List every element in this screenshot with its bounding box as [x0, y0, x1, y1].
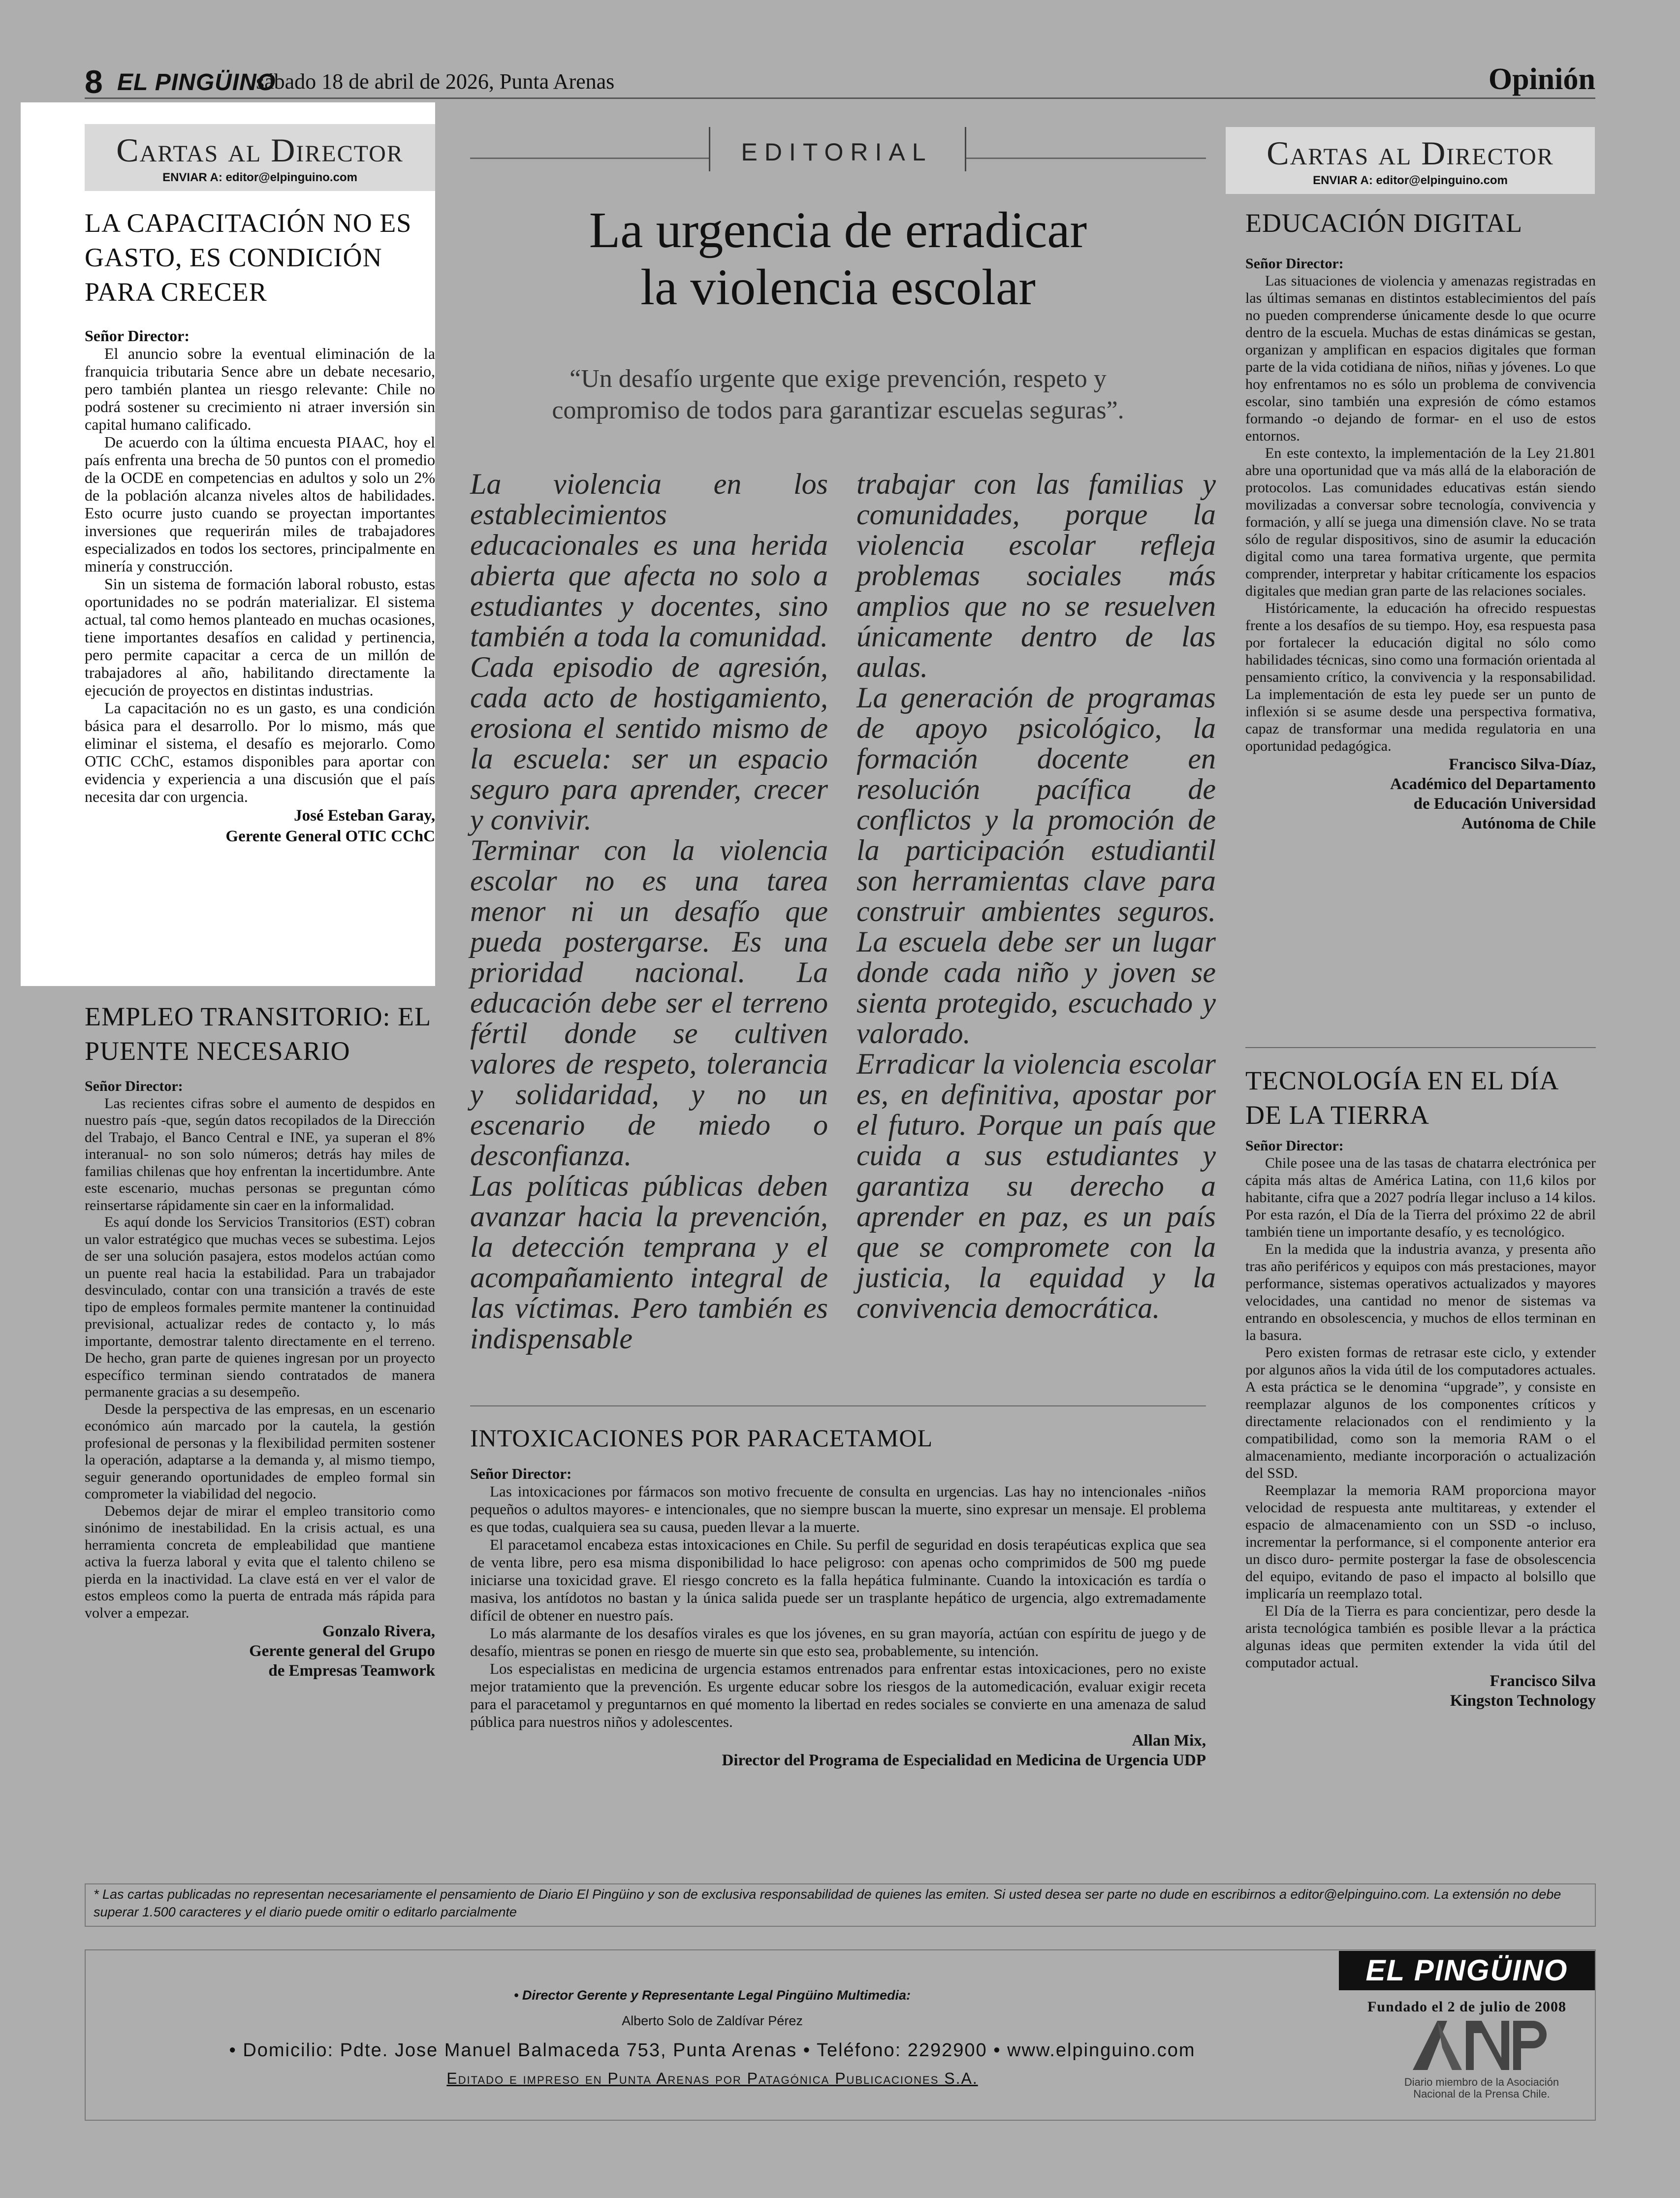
signature-title: Director del Programa de Especialidad en Medicina de Urgencia UDP [722, 1752, 1206, 1769]
editorial-rule-left [470, 158, 709, 159]
signature-title: Kingston Technology [1450, 1692, 1596, 1710]
editorial-paragraph: Erradicar la violencia escolar es, en definitiva, apostar por el futuro. Porque un país que cuida a sus estudiantes y garantiza su derecho a aprender en paz, es un país que se compromete con la justicia, la equidad y la convivencia democrática. [856, 1048, 1216, 1324]
letter-salutation: Señor Director: [470, 1465, 572, 1482]
letter-body [470, 1465, 1206, 1731]
letter-capacitacion [85, 206, 435, 847]
issue-date: sábado 18 de abril de 2026, Punta Arenas [256, 69, 615, 94]
page-number: 8 [85, 64, 103, 100]
letter-paragraph: El Día de la Tierra es para concientizar, pero desde la arista tecnológica también es posible llevar a la práctica algunas ideas que permiten extender la vida útil del computador actual. [1245, 1603, 1596, 1671]
letter-signature [470, 1731, 1206, 1770]
letter-paragraph: Es aquí donde los Servicios Transitorios (EST) cobran un valor estratégico que muchas veces se subestima. Lejos de ser una solución pasajera, estos modelos actúan como un puente real hacia la estabilidad. Para un trabajador desvinculado, contar con una transición a través de este tipo de empleos formales permite mantener la continuidad previsional, actualizar redes de contacto y, lo más importante, demostrar talento directamente en el terreno. De hecho, gran parte de quienes ingresan por un proyecto específico terminan siendo contratados de manera permanente gracias a su desempeño. [85, 1214, 435, 1400]
header-divider [85, 97, 1595, 99]
letter-paragraph: Históricamente, la educación ha ofrecido respuestas frente a los desafíos de su tiempo. Hoy, esa respuesta pasa por fortalecer la educación digital no sólo como habilidades técnicas, sino como una formación orientada al pensamiento crítico, la convivencia y la responsabilidad. La implementación de esta ley puede ser un punto de inflexión si se asume desde una perspectiva formativa, capaz de transformar una medida regulatoria en una oportunidad pedagógica. [1245, 600, 1596, 754]
editorial-title-line: la violencia escolar [640, 259, 1036, 316]
letter-paragraph: Debemos dejar de mirar el empleo transitorio como sinónimo de inestabilidad. En la crisis actual, es una herramienta concreta de empleabilidad que mantiene activa la fuerza laboral y evita que el talento chileno se pierda en la inactividad. La clave está en ver el valor de estos empleos como la puerta de entrada más rápida para volver a empezar. [85, 1502, 435, 1621]
letter-body [85, 1078, 435, 1622]
editorial-column-1 [470, 469, 828, 1354]
letters-header-right [1226, 127, 1595, 194]
letter-body [1245, 255, 1596, 755]
letter-salutation: Señor Director: [1245, 255, 1344, 272]
printer-line: Editado e impreso en Punta Arenas por Patagónica Publicaciones S.A. [446, 2070, 978, 2087]
contact-line: • Domicilio: Pdte. Jose Manuel Balmaceda 753, Punta Arenas • Teléfono: 2292900 • www.elpinguino.com [229, 2040, 1196, 2061]
editorial-paragraph: Terminar con la violencia escolar no es una tarea menor ni un desafío que pueda postergarse. Es una prioridad nacional. La educación debe ser el terreno fértil donde se cultiven valores de respeto, tolerancia y solidaridad, y no un escenario de miedo o desconfianza. [470, 834, 828, 1172]
letter-paragraph: Sin un sistema de formación laboral robusto, estas oportunidades no se podrán materializar. El sistema actual, tal como hemos planteado en muchas ocasiones, tiene importantes desafíos en calidad y pertinencia, pero permite capacitar a cerca de un millón de trabajadores al año, habilitando directamente la ejecución de proyectos en distintas industrias. [85, 575, 435, 699]
editorial-paragraph: La generación de programas de apoyo psicológico, la formación docente en resolución pacífica de conflictos y la promoción de la participación estudiantil son herramientas clave para construir ambientes seguros. La escuela debe ser un lugar donde cada niño y joven se sienta protegido, escuchado y valorado. [856, 681, 1216, 1050]
letter-signature [85, 1622, 435, 1681]
letter-signature [1245, 1671, 1596, 1711]
letter-title: EMPLEO TRANSITORIO: EL PUENTE NECESARIO [85, 1002, 431, 1066]
editorial-label: EDITORIAL [741, 138, 933, 166]
letters-heading: Cartas al Director [1267, 134, 1554, 172]
editorial-title-line: La urgencia de erradicar [589, 202, 1087, 258]
signature-name: Francisco Silva-Díaz, [1449, 756, 1596, 773]
letter-paragraph: Pero existen formas de retrasar este ciclo, y extender por algunos años la vida útil de los computadores actuales. A esta práctica se le denomina “upgrade”, y consiste en reemplazar algunos de los componentes críticos y directamente relacionados con el rendimiento y la compatibilidad, como son la memoria RAM o el almacenamiento, mediante incorporación o actualización del SSD. [1245, 1344, 1596, 1481]
letter-paragraph: Los especialistas en medicina de urgencia estamos entrenados para enfrentar estas intoxicaciones, pero no existe mejor tratamiento que la prevención. Es urgente educar sobre los riesgos de la automedicación, evaluar exigir receta para el paracetamol y preguntarnos en qué momento la libertad en redes sociales se convierte en una amenaza de salud pública para nuestros niños y adolescentes. [470, 1660, 1206, 1730]
letter-signature [85, 805, 435, 847]
letter-title: LA CAPACITACIÓN NO ES GASTO, ES CONDICIÓN PARA CRECER [85, 208, 412, 307]
anp-logo-mark [1408, 2018, 1555, 2072]
letter-paracetamol [470, 1421, 1206, 1770]
signature-title: Académico del Departamento [1390, 775, 1596, 793]
letter-salutation: Señor Director: [85, 327, 190, 345]
editorial-paragraph: Las políticas públicas deben avanzar hacia la prevención, la detección temprana y el acompañamiento integral de las víctimas. Pero también es indispensable [470, 1170, 828, 1355]
section-title: Opinión [1488, 63, 1595, 96]
editorial-rule-tick [965, 127, 966, 171]
letter-paragraph: Chile posee una de las tasas de chatarra electrónica per cápita más altas de América Latina, con 11,6 kilos por habitante, cifra que a 2027 podría llegar incluso a 14 kilos. Por esta razón, el Día de la Tierra del próximo 22 de abril también tiene un importante desafío, y es tecnológico. [1245, 1155, 1596, 1240]
editorial-quote [470, 363, 1206, 426]
letters-header-left [85, 124, 435, 191]
signature-title: de Educación Universidad [1413, 795, 1596, 813]
anp-caption [1368, 2076, 1595, 2100]
letter-paragraph: La capacitación no es un gasto, es una condición básica para el desarrollo. Por lo mismo, más que eliminar el sistema, el desafío es mejorarlo. Como OTIC CChC, estamos disponibles para aportar con evidencia y experiencia a una discusión que el país necesita dar con urgencia. [85, 699, 435, 805]
letter-paragraph: Reemplazar la memoria RAM proporciona mayor velocidad de respuesta ante multitareas, y extender el espacio de almacenamiento con un SSD -o incluso, incrementar la performance, si el componente anterior era un disco duro- permite postergar la fase de obsolescencia del equipo, evitando de paso el impacto al bolsillo que implicaría un reemplazo total. [1245, 1482, 1596, 1602]
editorial-title [470, 202, 1206, 316]
signature-name: Allan Mix, [1132, 1732, 1206, 1750]
letter-paragraph: Las intoxicaciones por fármacos son motivo frecuente de consulta en urgencias. Las hay no intencionales -niños pequeños o adultos mayores- e intencionales, que no siempre buscan la muerte, sino expresar un mensaje. El problema es que todas, cualquiera sea su causa, pueden llevar a la muerte. [470, 1483, 1206, 1535]
letter-signature [1245, 755, 1596, 833]
el-pinguino-logo: EL PINGÜINO [1339, 1951, 1595, 1990]
letter-paragraph: El paracetamol encabeza estas intoxicaciones en Chile. Su perfil de seguridad en dosis terapéuticas explica que sea de venta libre, pero esa misma disponibilidad lo hace peligroso: con apenas ocho comprimidos de 500 mg puede iniciarse una toxicidad grave. El riesgo concreto es la falla hepática fulminante. Cuando la intoxicación es tardía o masiva, los antídotos no bastan y la única salida puede ser un trasplante hepático de urgencia, algo extremadamente difícil de obtener en nuestro país. [470, 1536, 1206, 1624]
editorial-label-row [470, 127, 1206, 166]
letter-paragraph: El anuncio sobre la eventual eliminación de la franquicia tributaria Sence abre un debate necesario, pero también plantea un riesgo relevante: Chile no podrá sostener su crecimiento ni atraer inversión sin capital humano calificado. [85, 345, 435, 433]
letter-title: INTOXICACIONES POR PARACETAMOL [470, 1424, 933, 1452]
letter-tecnologia [1245, 1063, 1596, 1711]
director-name: Alberto Solo de Zaldívar Pérez [622, 2013, 803, 2028]
editorial-quote-line: “Un desafío urgente que exige prevención, respeto y [570, 365, 1107, 393]
director-label: • Director Gerente y Representante Legal Pingüino Multimedia: [513, 1988, 911, 2003]
editorial-quote-line: compromiso de todos para garantizar escuelas seguras”. [552, 396, 1124, 424]
letter-title: TECNOLOGÍA EN EL DÍA DE LA TIERRA [1245, 1066, 1558, 1130]
signature-title: Gerente General OTIC CChC [225, 828, 435, 845]
letter-paragraph: Desde la perspectiva de las empresas, en un escenario económico aún marcado por la cautela, la gestión profesional de personas y la flexibilidad permiten sostener la operación, adaptarse a la demanda y, al mismo tiempo, seguir generando oportunidades de empleo formal sin comprometer la viabilidad del negocio. [85, 1401, 435, 1502]
editorial-paragraph: La violencia en los establecimientos educacionales es una herida abierta que afecta no solo a estudiantes y docentes, sino también a toda la comunidad. Cada episodio de agresión, cada acto de hostigamiento, erosiona el sentido mismo de la escuela: ser un espacio seguro para aprender, crecer y convivir. [470, 468, 828, 836]
letter-salutation: Señor Director: [1245, 1138, 1344, 1154]
disclaimer-note: * Las cartas publicadas no representan necesariamente el pensamiento de Diario El Pingüino y son de exclusiva responsabilidad de quienes las emiten. Si usted desea ser parte no dude en escribirnos a editor@elpinguino.com. La extensión no debe superar 1.500 caracteres y el diario puede omitir o editarlo parcialmente [85, 1883, 1596, 1927]
letter-body [85, 327, 435, 805]
signature-name: José Esteban Garay, [294, 807, 435, 825]
anp-logo [1408, 2018, 1555, 2072]
editorial-rule-tick [709, 127, 710, 171]
founded-date: Fundado el 2 de julio de 2008 [1367, 1999, 1567, 2015]
signature-name: Gonzalo Rivera, [322, 1623, 435, 1640]
signature-title: Gerente general del Grupo [249, 1642, 435, 1660]
letter-paragraph: Las situaciones de violencia y amenazas registradas en las últimas semanas en distintos establecimientos del país no pueden comprenderse únicamente desde lo que ocurre dentro de la escuela. Muchas de estas dinámicas se gestan, organizan y amplifican en espacios digitales que forman parte de la vida cotidiana de niños, niñas y jóvenes. Lo que hoy enfrentamos no es sólo un problema de convivencia escolar, sino también una expresión de cómo estamos formando -o dejando de formar- en el uso de estos entornos. [1245, 273, 1596, 444]
letter-paragraph: Las recientes cifras sobre el aumento de despidos en nuestro país -que, según datos recopilados de la Dirección del Trabajo, el Banco Central e INE, ya superan el 8% interanual- no son solo números; detrás hay miles de familias chilenas que hoy enfrentan la incertidumbre. Ante este escenario, muchas personas se preguntan cómo reinsertarse rápidamente sin caer en la informalidad. [85, 1095, 435, 1213]
letters-email[interactable]: ENVIAR A: editor@elpinguino.com [1313, 174, 1508, 187]
editorial-rule-right [966, 158, 1206, 159]
letter-body [1245, 1137, 1596, 1671]
signature-title: de Empresas Teamwork [268, 1662, 435, 1680]
letter-paragraph: En la medida que la industria avanza, y presenta año tras año periféricos y equipos con más prestaciones, mayor performance, sistemas operativos actualizados y mayores velocidades, una cantidad no menor de sistemas va entrando en obsolescencia, y muchos de ellos terminan en la basura. [1245, 1241, 1596, 1343]
editorial-column-2 [856, 469, 1216, 1323]
letter-educacion-digital [1245, 206, 1596, 833]
letter-paragraph: Lo más alarmante de los desafíos virales es que los jóvenes, en su gran mayoría, actúan con espíritu de juego y de desafío, mientras se ponen en riesgo de muerte sin que esto sea, probablemente, su intención. [470, 1625, 1206, 1659]
letter-paragraph: De acuerdo con la última encuesta PIAAC, hoy el país enfrenta una brecha de 50 puntos con el promedio de la OCDE en competencias en adultos y solo un 2% de la población alcanza niveles altos de habilidades. Esto ocurre justo cuando se proyectan importantes inversiones que requerirán miles de trabajadores especializados en todos los sectores, principalmente en minería y construcción. [85, 433, 435, 575]
letter-title: EDUCACIÓN DIGITAL [1245, 208, 1523, 238]
section-divider [1245, 1047, 1596, 1048]
letter-salutation: Señor Director: [85, 1078, 183, 1094]
letters-heading: Cartas al Director [116, 131, 404, 169]
signature-name: Francisco Silva [1490, 1672, 1596, 1690]
letter-empleo-transitorio [85, 999, 435, 1681]
letters-email[interactable]: ENVIAR A: editor@elpinguino.com [162, 171, 357, 184]
section-divider [470, 1405, 1206, 1406]
editorial-paragraph: trabajar con las familias y comunidades, porque la violencia escolar refleja problemas sociales más amplios que no se resuelven únicamente dentro de las aulas. [856, 468, 1216, 683]
signature-title: Autónoma de Chile [1461, 815, 1596, 832]
letter-paragraph: En este contexto, la implementación de la Ley 21.801 abre una oportunidad que va más allá de la elaboración de protocolos. Las comunidades educativas están siendo movilizadas a conversar sobre tecnología, convivencia y formación, y allí se juega una dimensión clave. No se trata sólo de regular dispositivos, sino de asumir la educación digital como una tarea formativa urgente, que permita comprender, interpretar y habitar críticamente los espacios digitales que median gran parte de las relaciones sociales. [1245, 445, 1596, 599]
anp-caption-line: Diario miembro de la Asociación [1404, 2076, 1559, 2088]
anp-caption-line: Nacional de la Prensa Chile. [1413, 2088, 1550, 2100]
brand-name: EL PINGÜINO [117, 69, 276, 96]
